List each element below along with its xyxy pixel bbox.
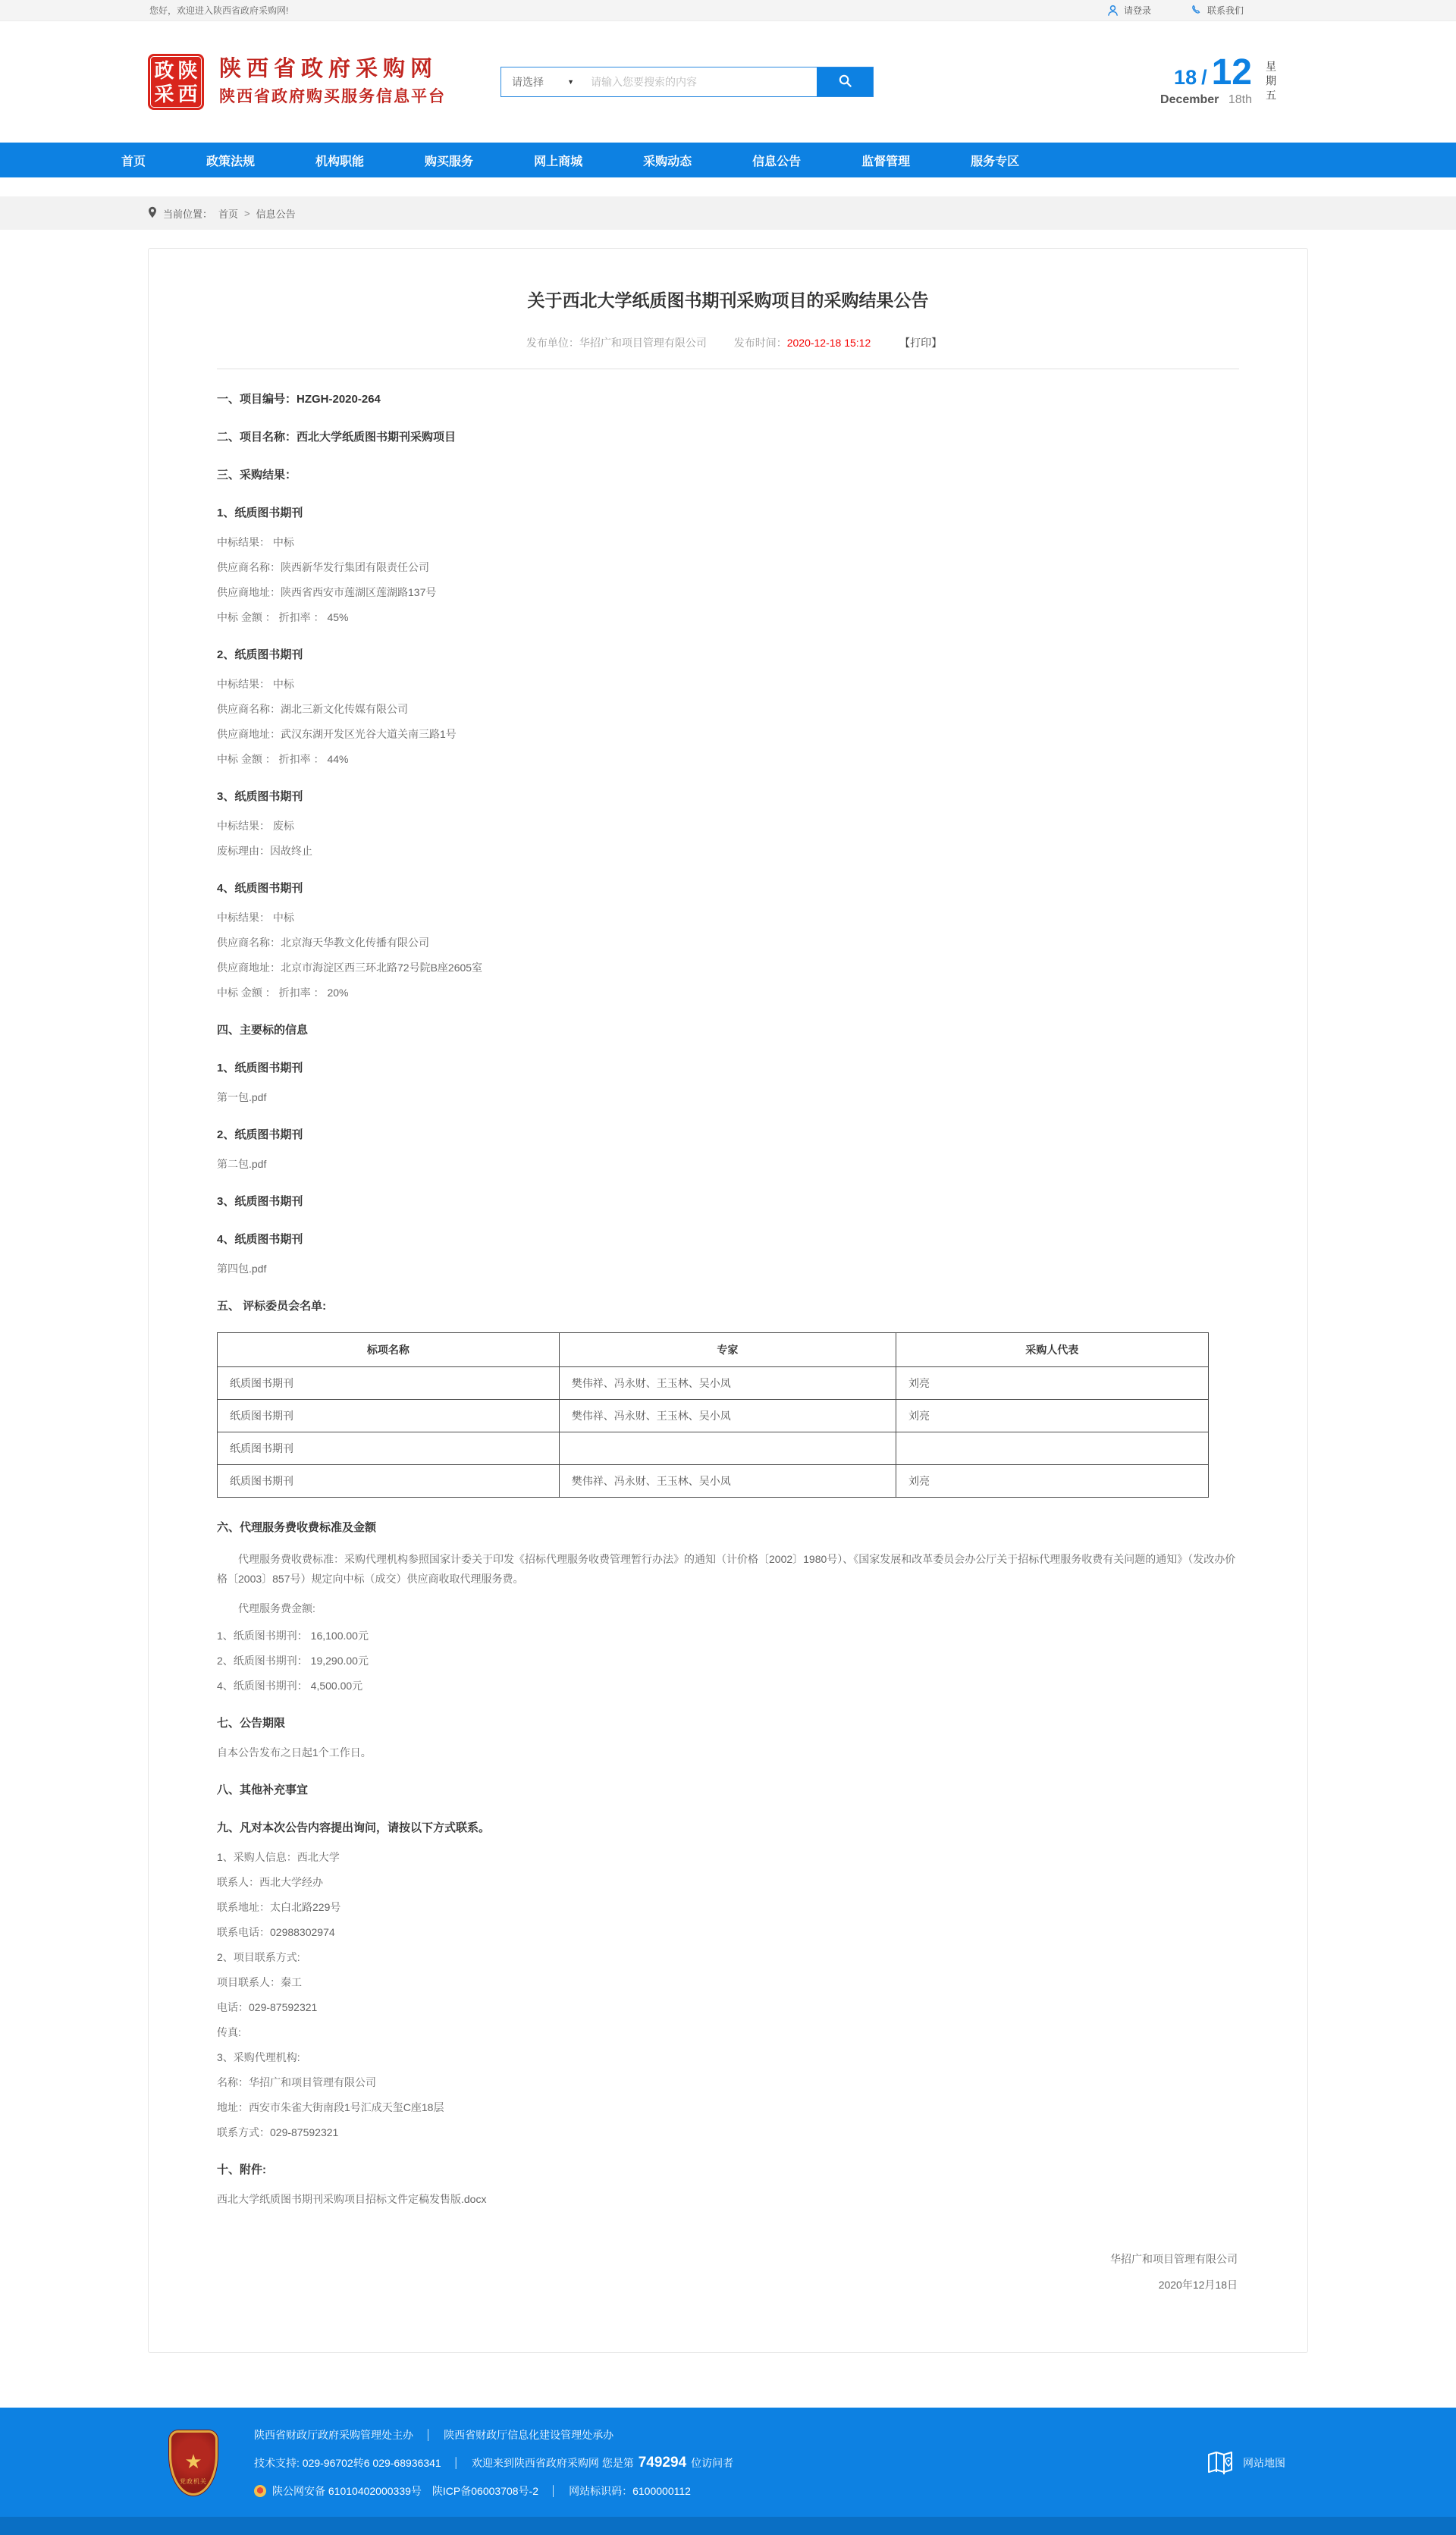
nav-item-4[interactable]: 购买服务 bbox=[425, 155, 474, 168]
article-paragraph: 第四包.pdf bbox=[217, 1263, 267, 1275]
phone-icon bbox=[1191, 5, 1202, 16]
table-row bbox=[218, 1367, 1209, 1400]
article-paragraph: 联系电话：02988302974 bbox=[217, 1926, 335, 1938]
breadcrumb-separator: > bbox=[244, 207, 250, 219]
table-cell: 樊伟祥、冯永财、王玉林、吴小凤 bbox=[559, 1367, 896, 1400]
visitor-count: 749294 bbox=[638, 2455, 687, 2471]
nav-item-7[interactable]: 信息公告 bbox=[752, 155, 802, 168]
table-row bbox=[218, 1465, 1209, 1498]
article-heading: 2、纸质图书期刊 bbox=[217, 1128, 303, 1141]
contact-link[interactable] bbox=[1191, 4, 1244, 17]
table-header-cell: 采购人代表 bbox=[896, 1333, 1208, 1367]
article-heading: 一、项目编号：HZGH-2020-264 bbox=[217, 393, 381, 406]
article-paragraph: 代理服务费金额: bbox=[238, 1602, 315, 1614]
article-paragraph: 2、纸质图书期刊： 19,290.00元 bbox=[217, 1655, 369, 1667]
article-heading: 2、纸质图书期刊 bbox=[217, 648, 303, 661]
article-heading: 3、纸质图书期刊 bbox=[217, 1195, 303, 1208]
table-cell: 纸质图书期刊 bbox=[218, 1432, 560, 1465]
article-paragraph: 供应商名称：北京海天华教文化传播有限公司 bbox=[217, 937, 429, 949]
publisher-value: 华招广和项目管理有限公司 bbox=[579, 337, 707, 349]
article-heading: 四、主要标的信息 bbox=[217, 1024, 309, 1037]
article-paragraph: 供应商名称：湖北三新文化传媒有限公司 bbox=[217, 703, 408, 715]
breadcrumb-bar bbox=[0, 196, 1456, 230]
search-category-select[interactable] bbox=[501, 67, 583, 96]
footer-separator: │ bbox=[425, 2429, 432, 2440]
table-header-row bbox=[218, 1333, 1209, 1367]
search-icon bbox=[838, 74, 852, 90]
footer-icp-record: 陕ICP备06003708号-2 bbox=[431, 2485, 538, 2497]
footer-bottom-strip bbox=[0, 2517, 1456, 2535]
footer-police-record: 陕公网安备 61010402000339号 bbox=[272, 2485, 422, 2497]
article-paragraph: 中标结果： 中标 bbox=[217, 911, 294, 924]
login-link[interactable] bbox=[1107, 4, 1151, 17]
article-paragraph: 中标 金额 ： 折扣率 ： 20% bbox=[217, 987, 349, 999]
date-widget bbox=[1160, 52, 1308, 107]
print-button[interactable]: 【打印】 bbox=[899, 337, 943, 349]
article-paragraph: 中标 金额 ： 折扣率 ： 44% bbox=[217, 753, 349, 765]
article-paragraph: 代理服务费收费标准：采购代理机构参照国家计委关于印发《招标代理服务收费管理暂行办法》的通知（计价格〔2002〕1980号）、《国家发展和改革委员会办公厅关于招标代理服务收费有关问题的通知》（发改办价格〔2003〕857号）规定向中标（成交）供应商收取代理服务费。 bbox=[217, 1553, 1236, 1585]
table-cell bbox=[896, 1432, 1208, 1465]
table-row bbox=[218, 1432, 1209, 1465]
article-paragraph: 2、项目联系方式: bbox=[217, 1951, 300, 1963]
logo-char: 西 bbox=[177, 82, 198, 105]
date-day-ordinal: 18th bbox=[1228, 93, 1252, 106]
article-paragraph: 供应商地址：武汉东湖开发区光谷大道关南三路1号 bbox=[217, 728, 457, 740]
breadcrumb-home[interactable]: 首页 bbox=[218, 208, 239, 220]
article-paragraph: 联系人：西北大学经办 bbox=[217, 1876, 323, 1888]
breadcrumb-current[interactable]: 信息公告 bbox=[256, 208, 296, 220]
article-heading: 4、纸质图书期刊 bbox=[217, 882, 303, 895]
table-header-cell: 标项名称 bbox=[218, 1333, 560, 1367]
article-paragraph: 废标理由：因故终止 bbox=[217, 845, 312, 857]
article-heading: 1、纸质图书期刊 bbox=[217, 507, 303, 519]
article-heading: 十、附件: bbox=[217, 2163, 266, 2176]
site-name: 陕西省政府采购网 bbox=[219, 57, 438, 81]
welcome-text: 您好，欢迎进入陕西省政府采购网! bbox=[149, 5, 289, 16]
article-paragraph: 第一包.pdf bbox=[217, 1091, 267, 1103]
signature-line: 华招广和项目管理有限公司 bbox=[1110, 2253, 1238, 2265]
contact-label: 联系我们 bbox=[1207, 5, 1244, 16]
table-cell: 刘亮 bbox=[896, 1465, 1208, 1498]
publish-time-value: 2020-12-18 15:12 bbox=[786, 337, 871, 349]
article-paragraph: 中标结果： 废标 bbox=[217, 820, 294, 832]
page-title: 关于西北大学纸质图书期刊采购项目的采购结果公告 bbox=[527, 290, 929, 310]
table-row bbox=[218, 1400, 1209, 1432]
article-paragraph: 中标 金额 ： 折扣率 ： 45% bbox=[217, 611, 349, 623]
signature-line: 2020年12月18日 bbox=[1158, 2279, 1238, 2291]
article-heading: 五、 评标委员会名单: bbox=[217, 1300, 327, 1313]
table-cell: 樊伟祥、冯永财、王玉林、吴小凤 bbox=[559, 1465, 896, 1498]
footer-welcome-prefix: 欢迎来到陕西省政府采购网 您是第 bbox=[471, 2457, 634, 2469]
publish-time-label: 发布时间： bbox=[733, 337, 787, 349]
date-weekday: 星期五 bbox=[1265, 60, 1277, 104]
nav-item-8[interactable]: 监督管理 bbox=[861, 155, 911, 168]
article-meta bbox=[217, 335, 1239, 350]
page-footer bbox=[0, 2408, 1456, 2535]
topbar bbox=[0, 0, 1456, 21]
article-paragraph: 4、纸质图书期刊： 4,500.00元 bbox=[217, 1680, 363, 1692]
date-day: 18 bbox=[1174, 66, 1197, 89]
article-paragraph: 供应商名称：陕西新华发行集团有限责任公司 bbox=[217, 561, 429, 573]
footer-org-text: 陕西省财政厅信息化建设管理处承办 bbox=[444, 2429, 614, 2441]
footer-line-host bbox=[254, 2427, 733, 2442]
footer-separator: │ bbox=[550, 2485, 557, 2496]
nav-item-3[interactable]: 机构职能 bbox=[315, 155, 365, 168]
logo-char: 政 bbox=[154, 58, 174, 82]
site-subtitle: 陕西省政府购买服务信息平台 bbox=[219, 88, 446, 105]
article-paragraph: 电话：029-87592321 bbox=[217, 2001, 318, 2013]
article-paragraph: 名称：华招广和项目管理有限公司 bbox=[217, 2076, 376, 2088]
article-paragraph: 地址：西安市朱雀大街南段1号汇成天玺C座18层 bbox=[217, 2101, 444, 2113]
login-label: 请登录 bbox=[1123, 5, 1151, 16]
date-month: 12 bbox=[1211, 52, 1252, 93]
article-paragraph: 传真: bbox=[217, 2026, 241, 2038]
sitemap-link[interactable] bbox=[1205, 2447, 1308, 2480]
logo-char: 采 bbox=[154, 82, 174, 105]
date-slash: / bbox=[1201, 66, 1207, 89]
table-cell bbox=[559, 1432, 896, 1465]
breadcrumb-label: 当前位置： bbox=[163, 208, 213, 220]
site-header bbox=[0, 21, 1456, 143]
date-month-name: December bbox=[1160, 93, 1219, 106]
emblem-star-icon: ★ bbox=[184, 2450, 202, 2473]
footer-separator: │ bbox=[453, 2457, 460, 2468]
nav-item-1[interactable]: 首页 bbox=[121, 155, 146, 168]
article-paragraph: 联系地址：太白北路229号 bbox=[217, 1901, 341, 1913]
article-paragraph: 项目联系人：秦工 bbox=[217, 1976, 302, 1988]
search-button[interactable] bbox=[817, 67, 873, 96]
search-select-label: 请选择 bbox=[512, 76, 544, 88]
article-heading: 七、公告期限 bbox=[217, 1717, 286, 1730]
table-cell: 纸质图书期刊 bbox=[218, 1400, 560, 1432]
nav-item-2[interactable]: 政策法规 bbox=[206, 155, 256, 168]
table-cell: 纸质图书期刊 bbox=[218, 1465, 560, 1498]
article-paragraph: 联系方式：029-87592321 bbox=[217, 2126, 339, 2138]
footer-site-code: 网站标识码：6100000112 bbox=[569, 2485, 691, 2497]
table-cell: 刘亮 bbox=[896, 1367, 1208, 1400]
article-heading: 九、凡对本次公告内容提出询问，请按以下方式联系。 bbox=[217, 1821, 491, 1834]
nav-item-5[interactable]: 网上商城 bbox=[534, 155, 583, 168]
article-paragraph: 中标结果： 中标 bbox=[217, 536, 294, 548]
article-heading: 六、代理服务费收费标准及金额 bbox=[217, 1521, 377, 1534]
article-paragraph: 自本公告发布之日起1个工作日。 bbox=[217, 1746, 372, 1758]
article-paragraph: 1、采购人信息：西北大学 bbox=[217, 1851, 340, 1863]
article-heading: 二、项目名称：西北大学纸质图书期刊采购项目 bbox=[217, 431, 457, 444]
article-paragraph: 中标结果： 中标 bbox=[217, 678, 294, 690]
article-paragraph: 供应商地址：北京市海淀区西三环北路72号院B座2605室 bbox=[217, 962, 483, 974]
sitemap-label: 网站地图 bbox=[1243, 2457, 1285, 2469]
footer-line-registration bbox=[254, 2483, 733, 2499]
footer-line-support bbox=[254, 2455, 733, 2471]
main-nav-list bbox=[0, 143, 1456, 177]
evaluation-committee-table bbox=[217, 1332, 1209, 1498]
emblem-label: 党政机关 bbox=[180, 2478, 207, 2485]
signature-block bbox=[217, 2246, 1239, 2298]
site-logo[interactable] bbox=[148, 54, 204, 110]
article-heading: 三、采购结果： bbox=[217, 469, 297, 482]
search-box bbox=[500, 67, 874, 97]
publisher-label: 发布单位： bbox=[526, 337, 579, 349]
logo-char: 陕 bbox=[177, 58, 198, 82]
nav-item-6[interactable]: 采购动态 bbox=[643, 155, 692, 168]
footer-tech-support: 技术支持: 029-96702转6 029-68936341 bbox=[254, 2457, 441, 2469]
article-paragraph: 1、纸质图书期刊： 16,100.00元 bbox=[217, 1630, 369, 1642]
article-heading: 3、纸质图书期刊 bbox=[217, 790, 303, 803]
police-badge-icon bbox=[254, 2485, 266, 2497]
article-paragraph: 西北大学纸质图书期刊采购项目招标文件定稿发售版.docx bbox=[217, 2193, 487, 2205]
table-cell: 纸质图书期刊 bbox=[218, 1367, 560, 1400]
chevron-down-icon: ▼ bbox=[567, 78, 574, 86]
article-paragraph: 第二包.pdf bbox=[217, 1158, 267, 1170]
article-paragraph: 供应商地址：陕西省西安市莲湖区莲湖路137号 bbox=[217, 586, 437, 598]
user-icon bbox=[1107, 5, 1119, 16]
sitemap-icon bbox=[1205, 2447, 1235, 2480]
article-body bbox=[217, 392, 1239, 2207]
article-heading: 1、纸质图书期刊 bbox=[217, 1062, 303, 1075]
article-heading: 4、纸质图书期刊 bbox=[217, 1233, 303, 1246]
table-header-cell: 专家 bbox=[559, 1333, 896, 1367]
government-emblem bbox=[169, 2430, 218, 2496]
footer-host-text: 陕西省财政厅政府采购管理处主办 bbox=[254, 2429, 413, 2441]
announcement-card bbox=[148, 248, 1308, 2353]
main-nav bbox=[0, 143, 1456, 177]
search-input[interactable] bbox=[583, 67, 817, 96]
footer-welcome-suffix: 位访问者 bbox=[691, 2457, 734, 2469]
article-heading: 八、其他补充事宜 bbox=[217, 1784, 309, 1796]
nav-item-9[interactable]: 服务专区 bbox=[971, 155, 1020, 168]
table-cell: 樊伟祥、冯永财、王玉林、吴小凤 bbox=[559, 1400, 896, 1432]
location-pin-icon bbox=[148, 206, 157, 221]
article-paragraph: 3、采购代理机构: bbox=[217, 2051, 300, 2063]
table-cell: 刘亮 bbox=[896, 1400, 1208, 1432]
